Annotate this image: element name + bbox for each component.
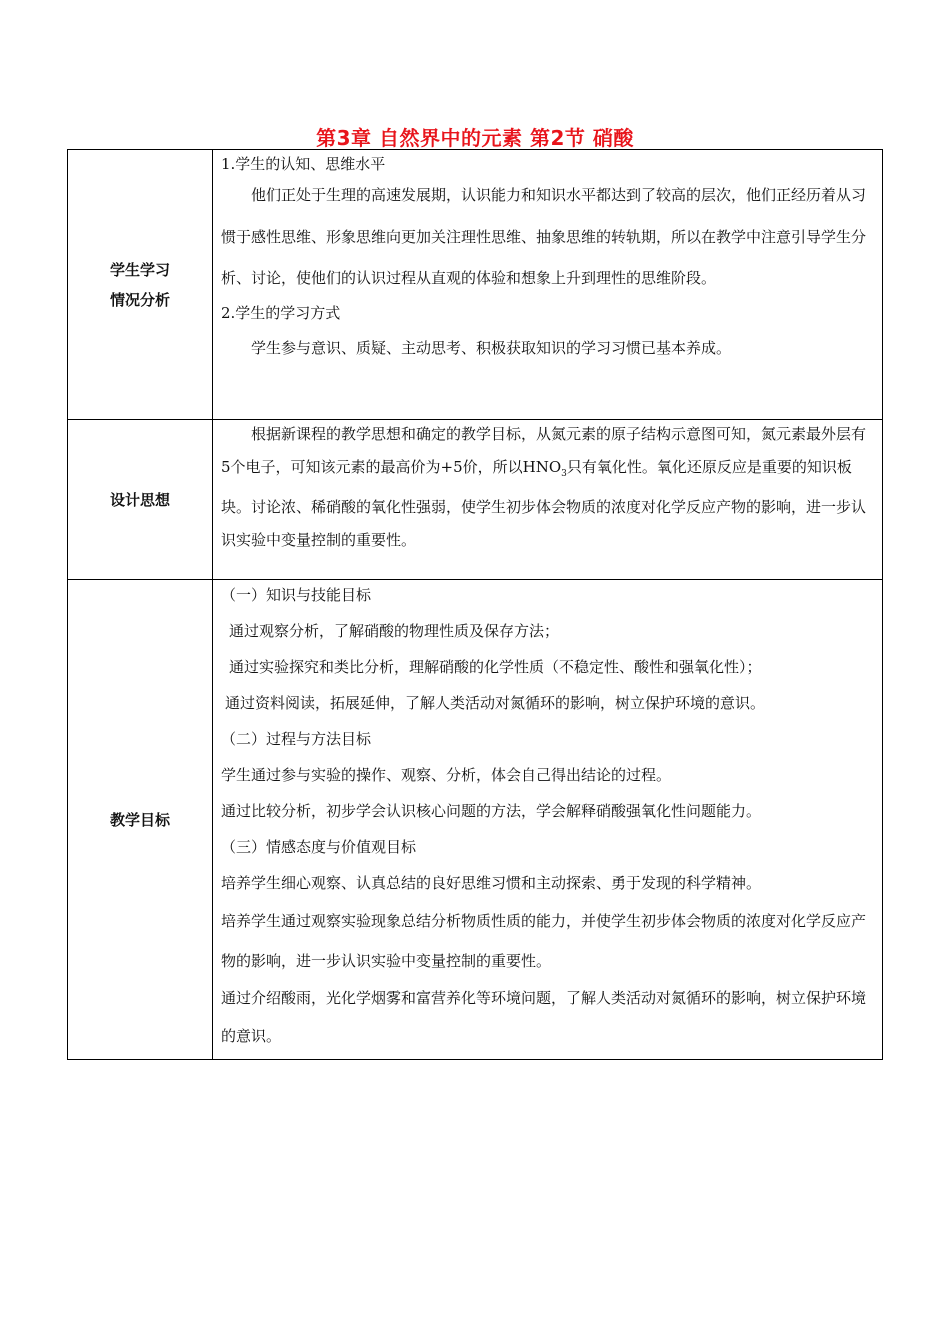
- list-item: 通过资料阅读，拓展延伸，了解人类活动对氮循环的影响，树立保护环境的意识。: [225, 694, 766, 712]
- document-title: 第3章 自然界中的元素 第2节 硝酸: [316, 126, 634, 150]
- paragraph-text: 根据新课程的教学思想和确定的教学目标，从氮元素的原子结构示意图可知，氮元素最外层有5个电子，可知该元素的最高价为+5价，所以HNO: [221, 425, 867, 476]
- section-heading: （二）过程与方法目标: [221, 730, 372, 748]
- row-label-design: 设计思想: [68, 420, 213, 580]
- row-label-student-analysis: [68, 150, 213, 420]
- label-line: 情况分析: [109, 290, 170, 309]
- table-row: [68, 150, 883, 420]
- subscript: 3: [561, 469, 567, 479]
- lesson-plan-table: [67, 149, 883, 1060]
- paragraph: 他们正处于生理的高速发展期，认识能力和知识水平都达到了较高的层次，他们正经历着从习惯于感性思维、形象思维向更加关注理性思维、抽象思维的转轨期，所以在教学中注意引导学生分析、讨论，使他们的认识过程从直观的体验和想象上升到理性的思维阶段。: [221, 186, 867, 287]
- list-item: 培养学生通过观察实验现象总结分析物质性质的能力，并使学生初步体会物质的浓度对化学反应产物的影响，进一步认识实验中变量控制的重要性。: [221, 912, 867, 970]
- row-content-student-analysis: [213, 150, 883, 420]
- list-item: 通过比较分析，初步学会认识核心问题的方法，学会解释硝酸强氧化性问题能力。: [221, 802, 762, 820]
- table-row: [68, 420, 883, 580]
- paragraph: 学生参与意识、质疑、主动思考、积极获取知识的学习习惯已基本养成。: [251, 338, 732, 357]
- section-heading: 1.学生的认知、思维水平: [221, 155, 386, 173]
- label-line: 学生学习: [109, 260, 170, 279]
- section-heading: （三）情感态度与价值观目标: [221, 838, 417, 856]
- section-heading: （一）知识与技能目标: [221, 586, 372, 604]
- list-item: 通过观察分析，了解硝酸的物理性质及保存方法；: [229, 622, 560, 640]
- row-content-design: [213, 420, 883, 580]
- list-item: 学生通过参与实验的操作、观察、分析，体会自己得出结论的过程。: [221, 766, 672, 784]
- row-content-objectives: [213, 580, 883, 1060]
- section-heading: 2.学生的学习方式: [221, 303, 341, 322]
- paragraph: [221, 418, 874, 557]
- row-label-objectives: 教学目标: [68, 580, 213, 1060]
- table-row: [68, 580, 883, 1060]
- paragraph-text: 只有氧化性。氧化还原反应是重要的知识板块。讨论浓、稀硝酸的氧化性强弱，使学生初步体会物质的浓度对化学反应产物的影响，进一步认识实验中变量控制的重要性。: [221, 458, 867, 549]
- list-item: 通过实验探究和类比分析，理解硝酸的化学性质（不稳定性、酸性和强氧化性）；: [229, 658, 762, 676]
- list-item: 通过介绍酸雨，光化学烟雾和富营养化等环境问题，了解人类活动对氮循环的影响，树立保护环境的意识。: [221, 989, 867, 1045]
- list-item: 培养学生细心观察、认真总结的良好思维习惯和主动探索、勇于发现的科学精神。: [221, 874, 762, 892]
